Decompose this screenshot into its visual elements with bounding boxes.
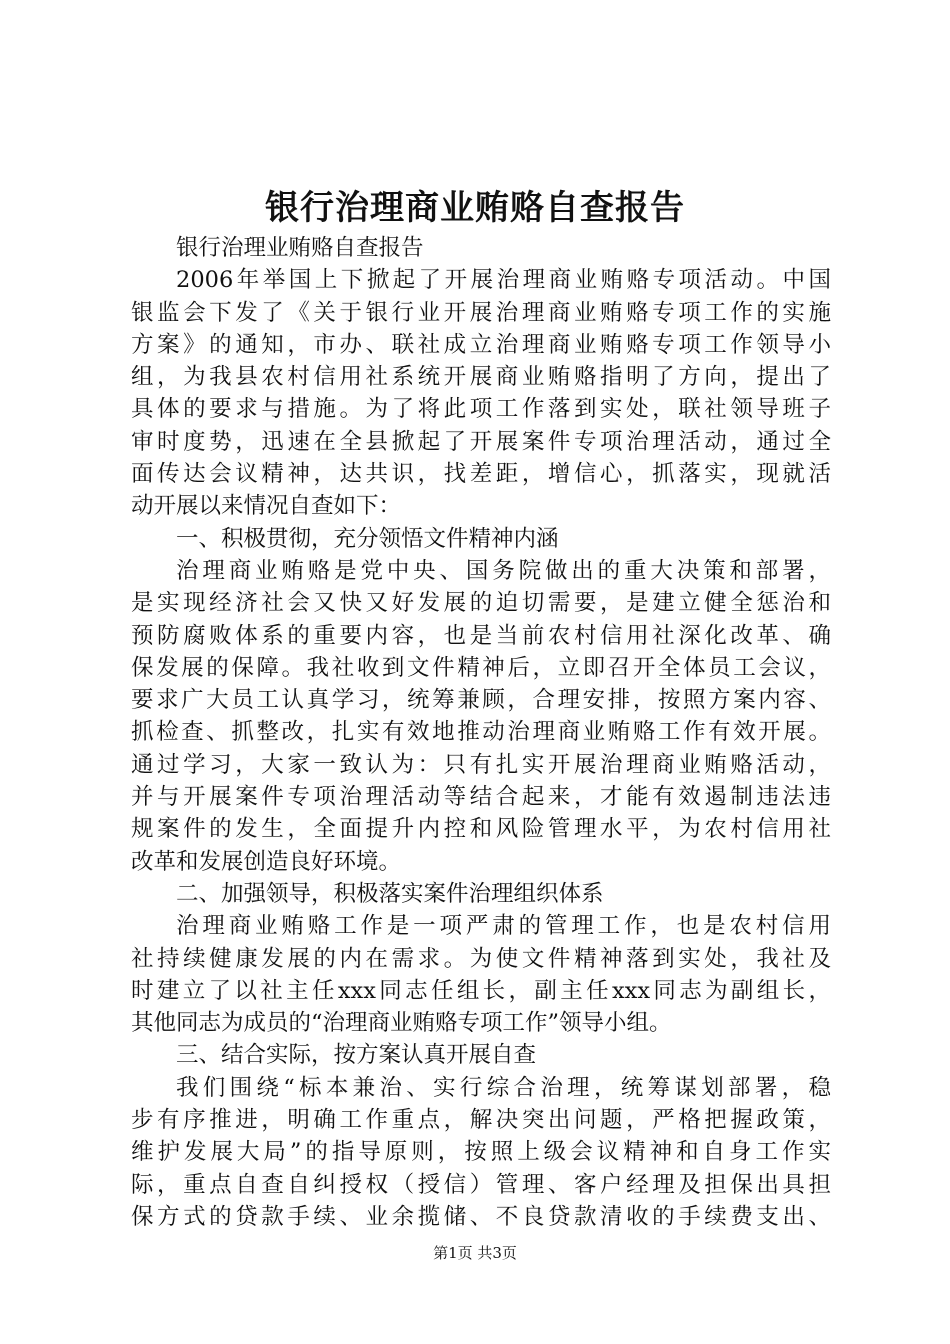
paragraph-line: 抓检查、抓整改，扎实有效地推动治理商业贿赂工作有效开展。 — [131, 719, 831, 746]
section-heading: 二、加强领导，积极落实案件治理组织体系 — [176, 880, 604, 907]
paragraph-line: 其他同志为成员的“治理商业贿赂专项工作”领导小组。 — [131, 1010, 672, 1037]
paragraph-line: 预防腐败体系的重要内容，也是当前农村信用社深化改革、确 — [131, 622, 831, 649]
document-body — [131, 232, 831, 1233]
paragraph-line: 时建立了以社主任xxx同志任组长，副主任xxx同志为副组长， — [131, 977, 831, 1004]
paragraph-line: 治理商业贿赂是党中央、国务院做出的重大决策和部署， — [176, 557, 831, 584]
paragraph-line: 具体的要求与措施。为了将此项工作落到实处，联社领导班子 — [131, 396, 831, 423]
paragraph-line: 步有序推进，明确工作重点，解决突出问题，严格把握政策， — [131, 1107, 831, 1134]
paragraph-line: 社持续健康发展的内在需求。为使文件精神落到实处，我社及 — [131, 945, 831, 972]
paragraph-line: 面传达会议精神，达共识，找差距，增信心，抓落实，现就活 — [131, 461, 831, 488]
paragraph-line: 银监会下发了《关于银行业开展治理商业贿赂专项工作的实施 — [131, 299, 831, 326]
section-heading: 三、结合实际，按方案认真开展自查 — [176, 1042, 537, 1069]
paragraph-line: 保方式的贷款手续、业余揽储、不良贷款清收的手续费支出、 — [131, 1203, 831, 1230]
paragraph-line: 要求广大员工认真学习，统筹兼顾，合理安排，按照方案内容、 — [131, 687, 831, 714]
paragraph-line: 保发展的保障。我社收到文件精神后，立即召开全体员工会议， — [131, 654, 831, 681]
document-title: 银行治理商业贿赂自查报告 — [265, 188, 685, 228]
paragraph-line: 通过学习，大家一致认为：只有扎实开展治理商业贿赂活动， — [131, 751, 831, 778]
page-number-footer: 第1页 共3页 — [433, 1244, 517, 1262]
paragraph-line: 审时度势，迅速在全县掀起了开展案件专项治理活动，通过全 — [131, 428, 831, 455]
paragraph-line: 并与开展案件专项治理活动等结合起来，才能有效遏制违法违 — [131, 784, 831, 811]
paragraph-line: 际，重点自查自纠授权（授信）管理、客户经理及担保出具担 — [131, 1171, 831, 1198]
section-heading: 一、积极贯彻，充分领悟文件精神内涵 — [176, 525, 559, 552]
paragraph-line: 2006年举国上下掀起了开展治理商业贿赂专项活动。中国 — [176, 267, 831, 294]
paragraph-line: 动开展以来情况自查如下： — [131, 493, 402, 520]
subtitle-line: 银行治理业贿赂自查报告 — [176, 235, 424, 261]
paragraph-line: 是实现经济社会又快又好发展的迫切需要，是建立健全惩治和 — [131, 590, 831, 617]
paragraph-line: 维护发展大局”的指导原则，按照上级会议精神和自身工作实 — [131, 1139, 831, 1166]
paragraph-line: 规案件的发生，全面提升内控和风险管理水平，为农村信用社 — [131, 816, 831, 843]
paragraph-line: 治理商业贿赂工作是一项严肃的管理工作，也是农村信用 — [176, 913, 831, 940]
paragraph-line: 方案》的通知，市办、联社成立治理商业贿赂专项工作领导小 — [131, 331, 831, 358]
paragraph-line: 组，为我县农村信用社系统开展商业贿赂指明了方向，提出了 — [131, 364, 831, 391]
paragraph-line: 改革和发展创造良好环境。 — [131, 848, 402, 875]
paragraph-line: 我们围绕“标本兼治、实行综合治理，统筹谋划部署，稳 — [176, 1074, 831, 1101]
